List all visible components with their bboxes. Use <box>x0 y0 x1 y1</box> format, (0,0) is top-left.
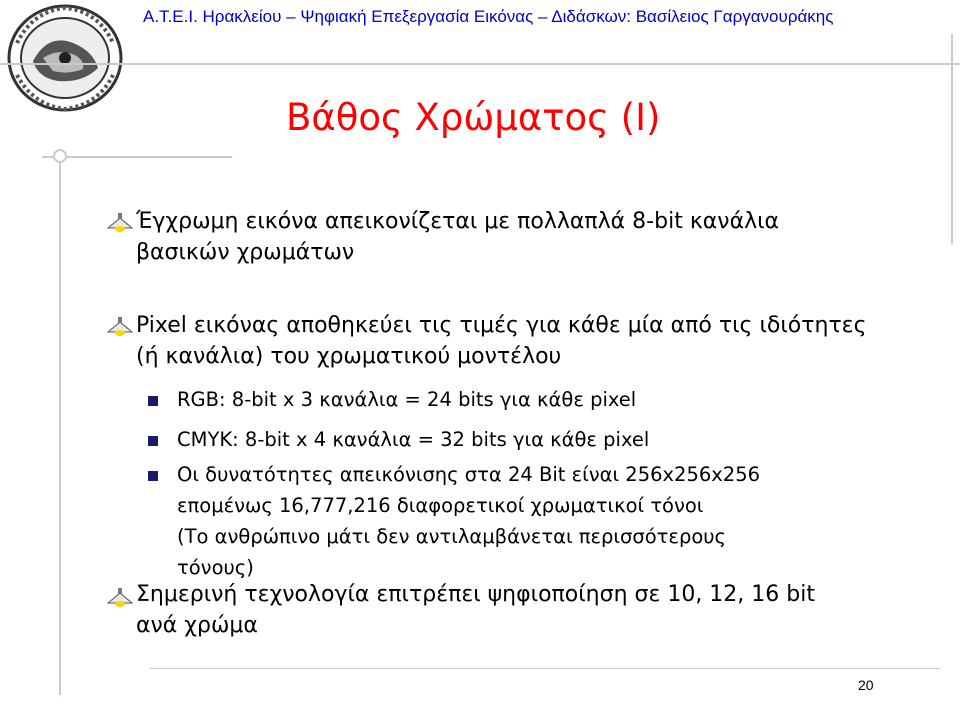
sub-bullet-line: Οι δυνατότητες απεικόνισης στα 24 Bit είναι 256x256x256 <box>177 463 761 486</box>
square-bullet-icon <box>148 471 158 481</box>
bullet-line: βασικών χρωμάτων <box>136 240 355 265</box>
bullet-item <box>136 579 960 641</box>
sub-bullet-line: τόνους) <box>177 556 254 579</box>
bullet-item <box>136 310 960 372</box>
bullet-line: Pixel εικόνας αποθηκεύει τις τιμές για κάθε μία από τις ιδιότητες <box>136 313 867 338</box>
bullet-item <box>136 206 960 268</box>
decorative-line-left <box>59 150 61 695</box>
decorative-line-bottom <box>150 668 940 669</box>
bullet-line: Σημερινή τεχνολογία επιτρέπει ψηφιοποίηση σε 10, 12, 16 bit <box>136 582 815 607</box>
sub-bullet-item <box>177 384 636 415</box>
decorative-line-mid <box>42 156 232 158</box>
decorative-circle <box>53 149 67 163</box>
sub-bullet-line: (Το ανθρώπινο μάτι δεν αντιλαμβάνεται περισσότερους <box>177 525 726 548</box>
bullet-line: (ή κανάλια) του χρωματικού μοντέλου <box>136 344 562 369</box>
lamp-bullet-icon <box>106 211 134 233</box>
sub-bullet-item <box>177 459 760 583</box>
sub-bullet-line: επομένως 16,777,216 διαφορετικοί χρωματικοί τόνοι <box>177 494 704 517</box>
lamp-bullet-icon <box>106 586 134 608</box>
logo-seal-icon <box>3 3 133 115</box>
decorative-line-top <box>0 63 960 65</box>
bullet-line: Έγχρωμη εικόνα απεικονίζεται με πολλαπλά 8-bit κανάλια <box>136 209 780 234</box>
slide-title: Βάθος Χρώματος (Ι) <box>286 96 661 139</box>
square-bullet-icon <box>148 396 158 406</box>
sub-bullet-line: CMYK: 8-bit x 4 κανάλια = 32 bits για κάθε pixel <box>177 428 650 451</box>
header-text: Α.Τ.Ε.Ι. Ηρακλείου – Ψηφιακή Επεξεργασία Εικόνας – Διδάσκων: Βασίλειος Γαργανουράκης <box>143 7 834 26</box>
page-number: 20 <box>858 677 874 693</box>
sub-bullet-line: RGB: 8-bit x 3 κανάλια = 24 bits για κάθε pixel <box>177 388 637 411</box>
square-bullet-icon <box>148 436 158 446</box>
bullet-line: ανά χρώμα <box>136 613 258 638</box>
sub-bullet-item <box>177 424 649 455</box>
lamp-bullet-icon <box>106 315 134 337</box>
